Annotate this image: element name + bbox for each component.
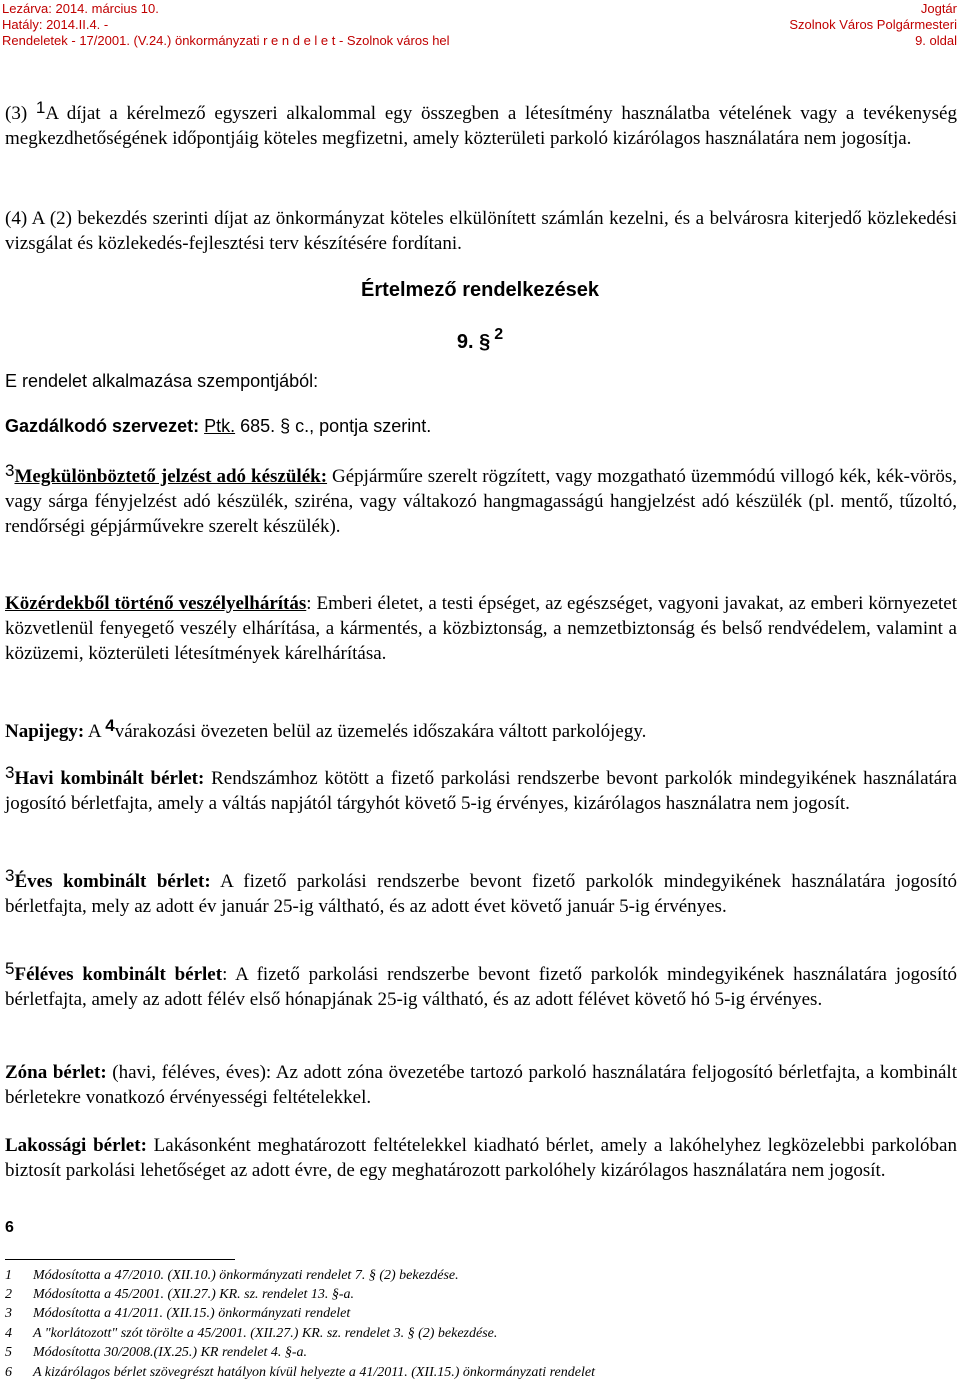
footnote-number: 2 [5, 1287, 12, 1302]
section-label: 9. § [456, 331, 491, 353]
document-path: Rendeletek - 17/2001. (V.24.) önkormányzati r e n d e l e t - Szolnok város hel [2, 33, 450, 48]
footnote-ref[interactable]: 4 [105, 716, 115, 735]
definition-text: : A fizető parkolási rendszerbe bevont fizető parkolók mindegyikének használatára jogosító bérletfajta, amely az adott félév első hónapjának 25-ig váltható, és az adott félévet követő hó 5-ig érvényes. [5, 964, 958, 1010]
footnote-ref[interactable]: 3 [5, 763, 15, 782]
section-number [0, 326, 960, 354]
definition-text: Lakásonként meghatározott feltételekkel kiadható bérlet, amely a lakóhelyhez legközelebbi parkolóban biztosít parkolási lehetőséget az adott évre, de egy meghatározott parkolóhely kizárólagos használatára nem jogosít. [5, 1135, 957, 1181]
definition-term: Gazdálkodó szervezet: [5, 416, 200, 436]
footnote-ref-6[interactable]: 6 [5, 1219, 14, 1236]
page-header-left [2, 1, 450, 49]
footnote-text: Módosította a 45/2001. (XII.27.) KR. sz. rendelet 13. §-a. [33, 1287, 355, 1302]
paragraph-text: A díjat a kérelmező egyszeri alkalommal egy összegben a létesítmény használatba vételének vagy a tevékenység megkezdhetőségének időpontjáig köteles megfizetni, amely közterületi parkoló kizárólagos használatára nem jogosítja. [5, 103, 957, 149]
definition-megkulonbozteto [5, 461, 957, 539]
definition-text: várakozási övezeten belül az üzemelés időszakára váltott parkolójegy. [114, 721, 647, 742]
footnote-4 [5, 1325, 497, 1342]
definition-napijegy [5, 716, 957, 744]
footnote-5 [5, 1344, 307, 1361]
footnote-text: A "korlátozott" szót törölte a 45/2001. (XII.27.) KR. sz. rendelet 3. § (2) bekezdése. [33, 1326, 498, 1341]
definition-term: Havi kombinált bérlet: [14, 768, 205, 789]
paragraph-3 [5, 98, 957, 151]
paragraph-4: (4) A (2) bekezdés szerinti díjat az önkormányzat köteles elkülönített számlán kezelni, és a belvárosra kiterjedő közlekedési vizsgálat és közlekedés-fejlesztési terv készítésére fordítani. [5, 208, 957, 254]
definition-text: (havi, féléves, éves): Az adott zóna övezetébe tartozó parkoló használatára feljogosító bérletfajta, a kombinált bérletekre vonatkozó érvényességi feltételekkel. [5, 1062, 957, 1108]
footnote-2 [5, 1286, 354, 1303]
definition-havi-berlet [5, 763, 957, 816]
definition-text: 685. § c., pontja szerint. [235, 416, 432, 436]
footnote-ref[interactable]: 3 [5, 866, 15, 885]
footnote-ref[interactable]: 3 [5, 461, 15, 480]
definition-feleves-berlet [5, 959, 958, 1012]
definition-text: : Emberi életet, a testi épséget, az egészséget, vagyoni javakat, az emberi környezetet közvetlenül fenyegető veszély elhárítása, a kármentés, a közbiztonság, a nemzetbiztonság és belső rendvédelem, valamint a közüzemi, közterületi létesítmények kárelhárítása. [5, 593, 958, 664]
publisher: Jogtár [920, 1, 957, 16]
definition-term: Éves kombinált bérlet: [14, 871, 211, 892]
section-heading: Értelmező rendelkezések [361, 279, 599, 301]
definition-term: Zóna bérlet: [5, 1062, 107, 1083]
footnote-number: 3 [5, 1306, 12, 1321]
page-number: 9. oldal [915, 33, 957, 48]
footnote-divider [5, 1259, 235, 1260]
definition-gazdalkodo [5, 414, 957, 439]
footnote-ref[interactable]: 2 [494, 326, 504, 343]
definition-term: Lakossági bérlet: [5, 1135, 147, 1156]
intro-text: E rendelet alkalmazása szempontjából: [5, 371, 319, 391]
footnote-text: Módosította a 41/2011. (XII.15.) önkormányzati rendelet [33, 1306, 351, 1321]
footnote-1 [5, 1267, 459, 1284]
definition-kozerdek [5, 591, 957, 666]
footnote-text: Módosította 30/2008.(IX.25.) KR rendelet 4. §-a. [33, 1345, 307, 1360]
footnote-number: 1 [5, 1268, 12, 1283]
definition-text: A [84, 721, 106, 742]
definition-term: Megkülönböztető jelzést adó készülék: [14, 466, 328, 487]
issuer: Szolnok Város Polgármesteri [789, 17, 957, 32]
definition-zona-berlet [5, 1060, 957, 1110]
footnote-text: Módosította a 47/2010. (XII.10.) önkormányzati rendelet 7. § (2) bekezdése. [33, 1268, 459, 1283]
definition-term: Féléves kombinált bérlet [14, 964, 223, 985]
footnote-number: 6 [5, 1365, 12, 1380]
definition-text: A fizető parkolási rendszerbe bevont fizető parkolók mindegyikének használatára jogosító bérletfajta, mely az adott év január 25-ig váltható, és az adott évet követő január 5-ig érvényes. [5, 871, 958, 917]
footnote-6 [5, 1364, 595, 1381]
definition-text: Rendszámhoz kötött a fizető parkolási rendszerbe bevont parkolók mindegyikének használatára jogosító bérletfajta, amely a váltás napjától tárgyhót követő 5-ig érvényes, kizárólagos használatra nem jogosít. [5, 768, 957, 814]
footnote-ref[interactable]: 5 [5, 959, 15, 978]
footnote-ref[interactable]: 1 [35, 98, 46, 117]
paragraph-number: (3) [5, 103, 36, 124]
footnote-number: 5 [5, 1345, 12, 1360]
closing-date: Lezárva: 2014. március 10. [2, 1, 159, 16]
page-header-right [789, 1, 957, 49]
definition-lakossagi-berlet [5, 1133, 957, 1183]
definition-text: Gépjárműre szerelt rögzített, vagy mozgatható üzemmódú villogó kék, kék-vörös, vagy sárga fényjelzést adó készülék, sziréna, vagy váltakozó hangmagasságú hangjelzést adó készülék (pl. mentő, tűzoltó, rendőrségi gépjárművekre szerelt készülék). [5, 466, 957, 537]
footnote-number: 4 [5, 1326, 12, 1341]
definition-term: Napijegy: [5, 721, 85, 742]
definition-eves-berlet [5, 866, 958, 919]
footnote-3 [5, 1305, 350, 1322]
ptk-link[interactable]: Ptk. [204, 416, 236, 436]
definition-term: Közérdekből történő veszélyelhárítás [5, 593, 307, 614]
effective-date: Hatály: 2014.II.4. - [2, 17, 109, 32]
footnote-text: A kizárólagos bérlet szövegrészt hatályon kívül helyezte a 41/2011. (XII.15.) önkormányzati rendelet [33, 1365, 595, 1380]
